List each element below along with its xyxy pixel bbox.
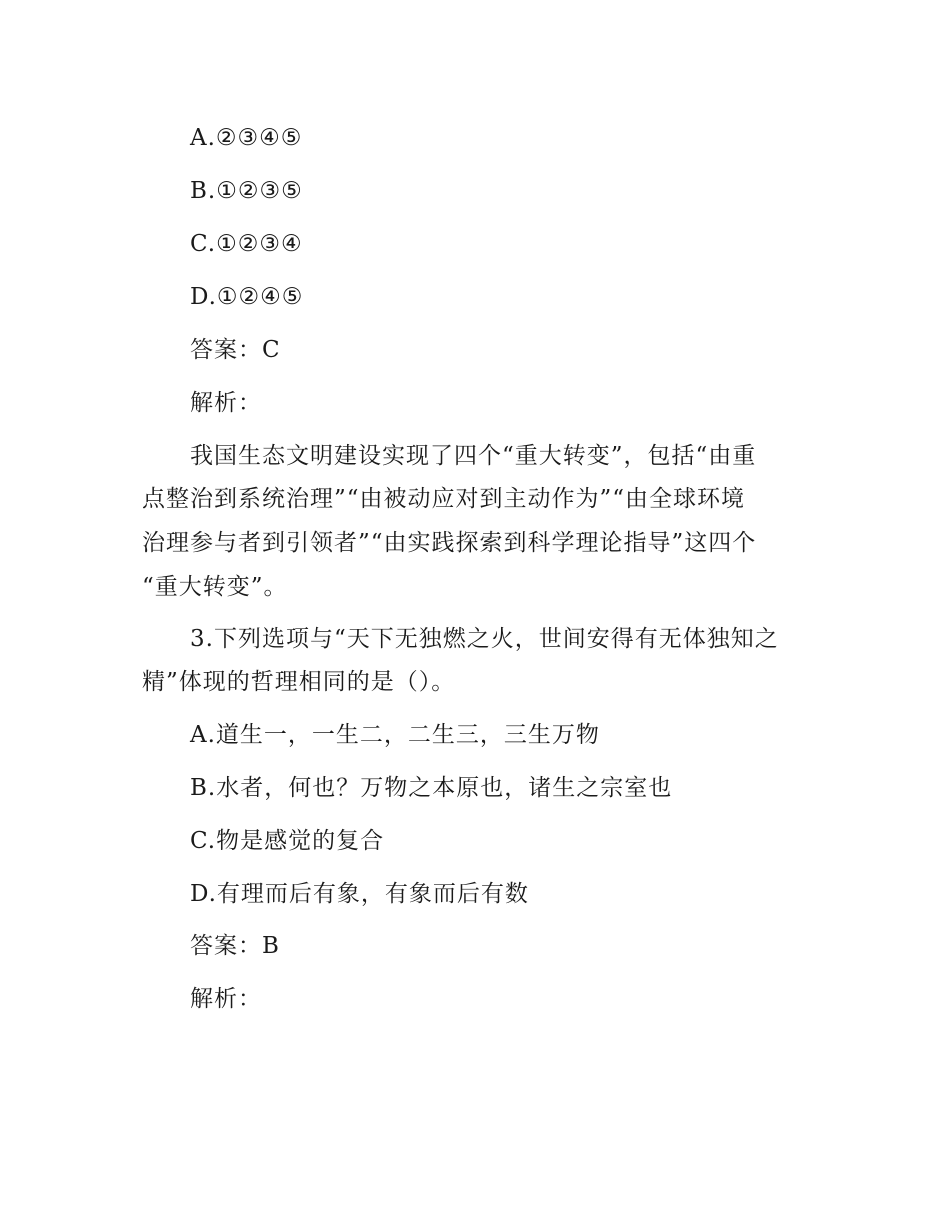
- analysis-line: 我国生态文明建设实现了四个“重大转变”，包括“由重: [190, 443, 757, 469]
- option-c: C.①②③④: [190, 231, 303, 257]
- question-line: 精”体现的哲理相同的是（）。: [142, 669, 456, 695]
- option-c: C.物是感觉的复合: [190, 828, 385, 854]
- option-b: B.水者，何也？万物之本原也，诸生之宗室也: [190, 775, 673, 801]
- question-line: 3.下列选项与“天下无独燃之火，世间安得有无体独知之: [190, 626, 779, 652]
- option-d: D.有理而后有象，有象而后有数: [190, 881, 529, 907]
- analysis-line: 点整治到系统治理”“由被动应对到主动作为”“由全球环境: [142, 486, 746, 512]
- analysis-label: 解析：: [190, 986, 262, 1012]
- analysis-line: “重大转变”。: [142, 574, 288, 600]
- answer-text: 答案：C: [190, 337, 281, 363]
- analysis-line: 治理参与者到引领者”“由实践探索到科学理论指导”这四个: [142, 530, 757, 556]
- analysis-label: 解析：: [190, 390, 262, 416]
- option-a: A.道生一，一生二，二生三，三生万物: [190, 722, 600, 748]
- option-a: A.②③④⑤: [190, 125, 303, 151]
- option-d: D.①②④⑤: [190, 284, 304, 310]
- option-b: B.①②③⑤: [190, 178, 303, 204]
- answer-text: 答案：B: [190, 933, 280, 959]
